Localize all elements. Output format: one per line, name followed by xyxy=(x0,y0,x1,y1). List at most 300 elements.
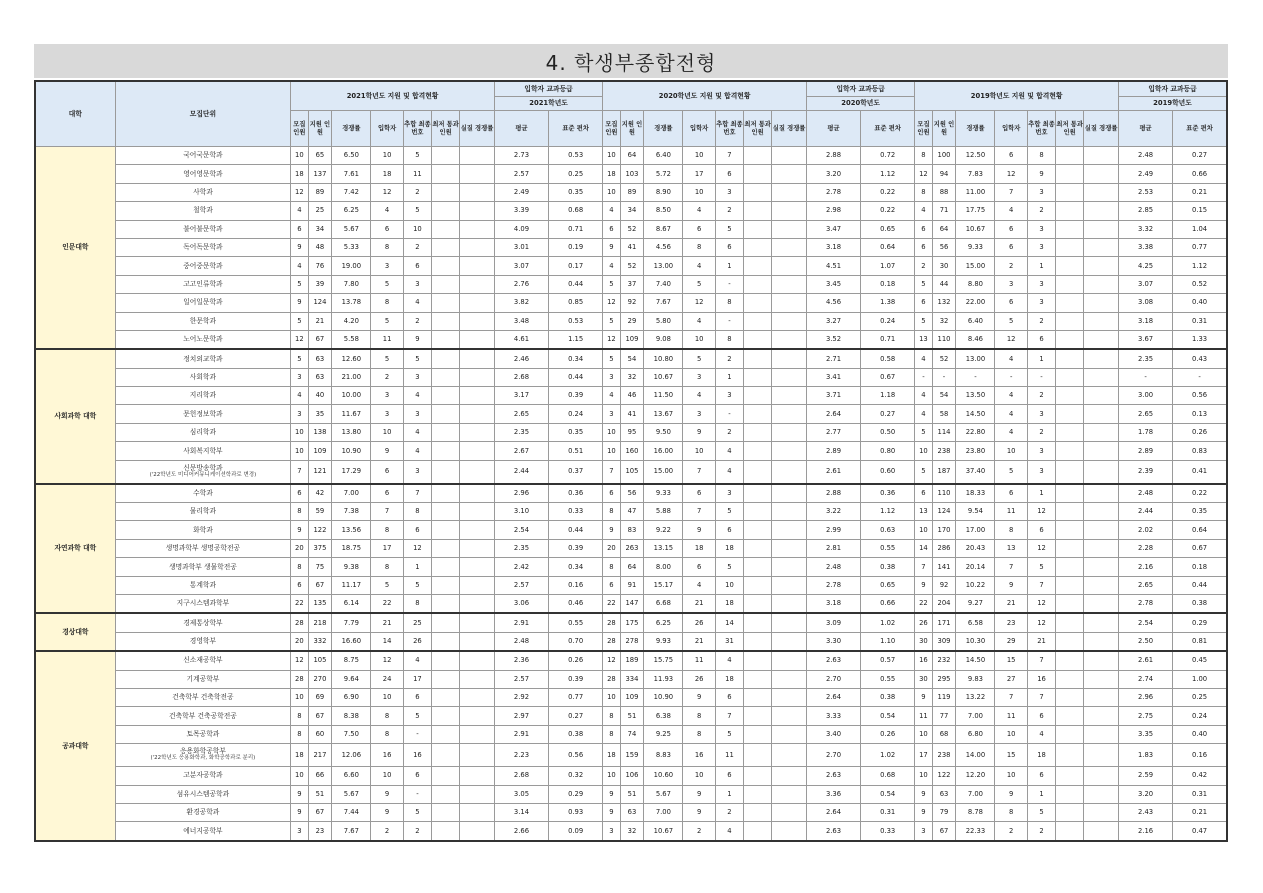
value-cell: 10 xyxy=(915,767,932,785)
value-cell: 10.00 xyxy=(332,387,371,405)
value-cell: 10.67 xyxy=(644,822,683,841)
value-cell xyxy=(1084,558,1119,576)
value-cell: 6 xyxy=(995,238,1028,256)
value-cell: 6 xyxy=(291,576,308,594)
value-cell xyxy=(432,688,460,706)
value-cell: 2.57 xyxy=(494,670,548,688)
value-cell xyxy=(1084,822,1119,841)
value-cell: 16.00 xyxy=(644,442,683,460)
value-cell: 13.50 xyxy=(956,387,995,405)
value-cell: 6 xyxy=(371,220,404,238)
value-cell: 4 xyxy=(291,202,308,220)
value-cell: 9.50 xyxy=(644,423,683,441)
value-cell xyxy=(460,257,495,275)
value-cell: 15.00 xyxy=(956,257,995,275)
value-cell: 3.82 xyxy=(494,294,548,312)
value-cell: 0.15 xyxy=(1173,202,1227,220)
value-cell: 5 xyxy=(915,312,932,330)
value-cell: 6 xyxy=(915,220,932,238)
value-cell xyxy=(1084,744,1119,767)
value-cell: 0.29 xyxy=(549,785,603,803)
unit-name: 고고인류학과 xyxy=(183,280,223,289)
value-cell: 0.26 xyxy=(861,725,915,743)
value-cell: 32 xyxy=(620,368,644,386)
value-cell: 2.65 xyxy=(1118,405,1172,423)
value-cell: 10.60 xyxy=(644,767,683,785)
value-cell xyxy=(744,165,772,183)
value-cell: 3.05 xyxy=(494,785,548,803)
value-cell: 8 xyxy=(291,725,308,743)
value-cell xyxy=(460,330,495,349)
value-cell: 6 xyxy=(715,767,743,785)
value-cell: 2 xyxy=(1027,202,1055,220)
value-cell xyxy=(1056,651,1084,670)
value-cell: 8 xyxy=(371,725,404,743)
value-cell: 10.22 xyxy=(956,576,995,594)
value-cell: 3.10 xyxy=(494,503,548,521)
value-cell: 1.12 xyxy=(861,503,915,521)
value-cell: 2.44 xyxy=(1118,503,1172,521)
value-cell: 9 xyxy=(291,803,308,821)
header-unit: 모집단위 xyxy=(115,81,291,147)
table-row xyxy=(35,594,1227,613)
value-cell: 4 xyxy=(715,460,743,484)
table-row xyxy=(35,442,1227,460)
value-cell xyxy=(1056,744,1084,767)
value-cell: 4 xyxy=(403,442,431,460)
value-cell: 8 xyxy=(715,330,743,349)
value-cell: 5.67 xyxy=(332,220,371,238)
value-cell: 7.80 xyxy=(332,275,371,293)
value-cell: 17.75 xyxy=(956,202,995,220)
value-cell: 0.64 xyxy=(861,238,915,256)
value-cell xyxy=(460,183,495,201)
value-cell: 375 xyxy=(308,539,332,557)
value-cell: 217 xyxy=(308,744,332,767)
value-cell xyxy=(744,368,772,386)
header-2020: 2020학년도 지원 및 합격현황 xyxy=(603,81,807,111)
value-cell: 8 xyxy=(371,707,404,725)
value-cell: 79 xyxy=(932,803,956,821)
value-cell: 10 xyxy=(603,767,620,785)
value-cell: 10 xyxy=(603,147,620,165)
value-cell: 7 xyxy=(915,558,932,576)
value-cell: 10 xyxy=(683,767,716,785)
value-cell: 2.61 xyxy=(806,460,860,484)
unit-name: 한문학과 xyxy=(189,316,217,325)
value-cell: 9 xyxy=(683,423,716,441)
value-cell: 26 xyxy=(915,613,932,632)
value-cell: 76 xyxy=(308,257,332,275)
value-cell: 18 xyxy=(1027,744,1055,767)
value-cell: 5 xyxy=(715,220,743,238)
value-cell: 5.33 xyxy=(332,238,371,256)
value-cell: 42 xyxy=(308,484,332,503)
value-cell: 66 xyxy=(308,767,332,785)
value-cell: 64 xyxy=(932,220,956,238)
value-cell xyxy=(460,558,495,576)
value-cell: 6 xyxy=(403,767,431,785)
unit-note: ('22학년도 미디어커뮤니케이션학과로 변경) xyxy=(149,471,257,478)
value-cell: 0.71 xyxy=(549,220,603,238)
value-cell: 9.33 xyxy=(956,238,995,256)
value-cell: 6 xyxy=(1027,767,1055,785)
unit-cell xyxy=(115,257,291,275)
unit-name: 건축학부 건축공학전공 xyxy=(169,711,237,720)
value-cell: 51 xyxy=(620,707,644,725)
value-cell: 4 xyxy=(1027,725,1055,743)
value-cell: 24 xyxy=(371,670,404,688)
unit-cell xyxy=(115,238,291,256)
value-cell: 2.70 xyxy=(806,744,860,767)
value-cell: 4 xyxy=(915,387,932,405)
value-cell: 2.02 xyxy=(1118,521,1172,539)
value-cell: 3 xyxy=(403,368,431,386)
value-cell xyxy=(744,423,772,441)
value-cell: 0.58 xyxy=(861,349,915,368)
value-cell: 28 xyxy=(291,670,308,688)
value-cell: 9 xyxy=(371,803,404,821)
value-cell: 2.74 xyxy=(1118,670,1172,688)
header-grade-year-2019: 2019학년도 xyxy=(1118,97,1227,111)
value-cell xyxy=(1056,725,1084,743)
value-cell xyxy=(460,368,495,386)
value-cell: 29 xyxy=(995,632,1028,651)
unit-cell xyxy=(115,330,291,349)
value-cell: 8 xyxy=(995,803,1028,821)
value-cell: 2.16 xyxy=(1118,822,1172,841)
value-cell: 3.08 xyxy=(1118,294,1172,312)
value-cell xyxy=(432,785,460,803)
unit-name: 고분자공학과 xyxy=(183,771,223,780)
value-cell: 16.60 xyxy=(332,632,371,651)
value-cell: 3.06 xyxy=(494,594,548,613)
value-cell: 2.66 xyxy=(494,822,548,841)
unit-name: 에너지공학부 xyxy=(183,826,223,835)
value-cell xyxy=(1084,594,1119,613)
value-cell: 5 xyxy=(1027,803,1055,821)
subheader-sd: 표준 편차 xyxy=(549,111,603,147)
value-cell: 10 xyxy=(915,725,932,743)
value-cell: 2.54 xyxy=(1118,613,1172,632)
value-cell: 5 xyxy=(291,275,308,293)
value-cell: 18 xyxy=(683,539,716,557)
value-cell xyxy=(432,405,460,423)
value-cell: 12 xyxy=(683,294,716,312)
value-cell: 10 xyxy=(371,423,404,441)
value-cell xyxy=(772,707,807,725)
value-cell: 18.75 xyxy=(332,539,371,557)
value-cell: 238 xyxy=(932,442,956,460)
value-cell xyxy=(460,405,495,423)
value-cell: 0.26 xyxy=(1173,423,1227,441)
value-cell xyxy=(744,707,772,725)
value-cell: 0.43 xyxy=(1173,349,1227,368)
value-cell: 1.12 xyxy=(861,165,915,183)
value-cell: 88 xyxy=(932,183,956,201)
value-cell: 8 xyxy=(683,707,716,725)
value-cell: 2.75 xyxy=(1118,707,1172,725)
unit-cell xyxy=(115,405,291,423)
value-cell: 28 xyxy=(603,670,620,688)
value-cell: 44 xyxy=(932,275,956,293)
unit-name: 통계학과 xyxy=(189,580,217,589)
value-cell xyxy=(432,165,460,183)
value-cell: 5 xyxy=(995,460,1028,484)
value-cell: 175 xyxy=(620,613,644,632)
value-cell: 6 xyxy=(995,220,1028,238)
unit-name: 국어국문학과 xyxy=(183,151,223,160)
value-cell: 13.80 xyxy=(332,423,371,441)
value-cell: 37 xyxy=(620,275,644,293)
unit-cell xyxy=(115,632,291,651)
value-cell: 9 xyxy=(915,688,932,706)
value-cell: 232 xyxy=(932,651,956,670)
value-cell: 6 xyxy=(403,688,431,706)
value-cell: 3 xyxy=(371,405,404,423)
value-cell xyxy=(460,670,495,688)
value-cell: 105 xyxy=(620,460,644,484)
value-cell: 6 xyxy=(291,484,308,503)
value-cell: 51 xyxy=(308,785,332,803)
value-cell xyxy=(772,688,807,706)
value-cell xyxy=(772,822,807,841)
value-cell: 4 xyxy=(915,405,932,423)
value-cell xyxy=(772,349,807,368)
value-cell: 9 xyxy=(995,785,1028,803)
value-cell: 16 xyxy=(371,744,404,767)
value-cell xyxy=(460,785,495,803)
value-cell: 3.45 xyxy=(806,275,860,293)
value-cell: 18.33 xyxy=(956,484,995,503)
value-cell: 147 xyxy=(620,594,644,613)
value-cell xyxy=(460,238,495,256)
value-cell: 8 xyxy=(371,294,404,312)
value-cell xyxy=(460,688,495,706)
value-cell: 48 xyxy=(308,238,332,256)
value-cell xyxy=(1084,165,1119,183)
subheader-real: 실질 경쟁률 xyxy=(772,111,807,147)
value-cell: 5 xyxy=(995,312,1028,330)
value-cell: 100 xyxy=(932,147,956,165)
value-cell: 0.38 xyxy=(549,725,603,743)
table-row xyxy=(35,767,1227,785)
value-cell: 332 xyxy=(308,632,332,651)
subheader-sd: 표준 편차 xyxy=(861,111,915,147)
value-cell: 10.90 xyxy=(332,442,371,460)
value-cell: 2 xyxy=(715,349,743,368)
value-cell: 3.39 xyxy=(494,202,548,220)
value-cell: 7.38 xyxy=(332,503,371,521)
value-cell: 2.85 xyxy=(1118,202,1172,220)
value-cell xyxy=(1084,387,1119,405)
value-cell: 13 xyxy=(915,503,932,521)
value-cell xyxy=(772,767,807,785)
table-row xyxy=(35,368,1227,386)
unit-cell xyxy=(115,423,291,441)
value-cell: 7 xyxy=(683,503,716,521)
value-cell: 9 xyxy=(915,576,932,594)
value-cell: 63 xyxy=(620,803,644,821)
value-cell: 0.44 xyxy=(549,275,603,293)
value-cell xyxy=(432,257,460,275)
value-cell: 22.00 xyxy=(956,294,995,312)
value-cell: 278 xyxy=(620,632,644,651)
value-cell: 2.73 xyxy=(494,147,548,165)
value-cell: 89 xyxy=(308,183,332,201)
value-cell: 9 xyxy=(371,442,404,460)
value-cell: 160 xyxy=(620,442,644,460)
value-cell: 10 xyxy=(995,442,1028,460)
value-cell xyxy=(772,503,807,521)
value-cell: 2 xyxy=(715,803,743,821)
value-cell: 3.30 xyxy=(806,632,860,651)
value-cell: 124 xyxy=(932,503,956,521)
unit-name: 건축학부 건축학전공 xyxy=(172,693,234,702)
value-cell: 0.22 xyxy=(1173,484,1227,503)
value-cell: 22 xyxy=(603,594,620,613)
value-cell: 7 xyxy=(1027,688,1055,706)
value-cell: 69 xyxy=(308,688,332,706)
value-cell: 27 xyxy=(995,670,1028,688)
value-cell: 0.31 xyxy=(1173,785,1227,803)
value-cell: 11 xyxy=(715,744,743,767)
value-cell: 4 xyxy=(995,405,1028,423)
value-cell xyxy=(432,503,460,521)
value-cell: 7 xyxy=(995,183,1028,201)
value-cell: 0.09 xyxy=(549,822,603,841)
value-cell: 5 xyxy=(915,275,932,293)
value-cell: 0.27 xyxy=(1173,147,1227,165)
value-cell: 18 xyxy=(603,165,620,183)
value-cell: 58 xyxy=(932,405,956,423)
value-cell: 3.71 xyxy=(806,387,860,405)
value-cell: 135 xyxy=(308,594,332,613)
value-cell: 6.90 xyxy=(332,688,371,706)
value-cell: 0.27 xyxy=(549,707,603,725)
value-cell xyxy=(744,330,772,349)
value-cell: 1.18 xyxy=(861,387,915,405)
value-cell: 3 xyxy=(1027,183,1055,201)
header-grade-year-2020: 2020학년도 xyxy=(806,97,914,111)
value-cell: 3.20 xyxy=(1118,785,1172,803)
value-cell: 3.09 xyxy=(806,613,860,632)
value-cell xyxy=(744,275,772,293)
value-cell: 0.40 xyxy=(1173,294,1227,312)
value-cell: 20.43 xyxy=(956,539,995,557)
value-cell: 30 xyxy=(915,632,932,651)
value-cell xyxy=(460,220,495,238)
value-cell: 2.67 xyxy=(494,442,548,460)
value-cell xyxy=(460,521,495,539)
unit-name: 문헌정보학과 xyxy=(183,409,223,418)
table-row xyxy=(35,460,1227,484)
value-cell xyxy=(1056,767,1084,785)
value-cell: - xyxy=(715,275,743,293)
value-cell: 10 xyxy=(371,767,404,785)
value-cell: 5 xyxy=(371,576,404,594)
value-cell: 3 xyxy=(1027,220,1055,238)
value-cell: 28 xyxy=(603,613,620,632)
value-cell: 0.33 xyxy=(861,822,915,841)
value-cell: 14.00 xyxy=(956,744,995,767)
value-cell: 3 xyxy=(1027,275,1055,293)
value-cell: 21 xyxy=(1027,632,1055,651)
value-cell: 3.33 xyxy=(806,707,860,725)
value-cell: 20 xyxy=(291,632,308,651)
value-cell: 17 xyxy=(915,744,932,767)
table-row xyxy=(35,707,1227,725)
value-cell: 9.25 xyxy=(644,725,683,743)
value-cell: 2 xyxy=(1027,387,1055,405)
value-cell: 12 xyxy=(603,294,620,312)
subheader-avg: 평균 xyxy=(806,111,860,147)
value-cell: 22.80 xyxy=(956,423,995,441)
value-cell xyxy=(772,312,807,330)
value-cell: 9.54 xyxy=(956,503,995,521)
value-cell: 8 xyxy=(603,503,620,521)
value-cell: 9 xyxy=(683,785,716,803)
value-cell: 0.80 xyxy=(861,442,915,460)
value-cell: 8 xyxy=(603,725,620,743)
value-cell xyxy=(772,423,807,441)
college-cell: 자연과학 대학 xyxy=(35,484,115,614)
value-cell: 1 xyxy=(1027,257,1055,275)
value-cell xyxy=(744,744,772,767)
value-cell: 0.16 xyxy=(1173,744,1227,767)
value-cell: 14 xyxy=(915,539,932,557)
value-cell: 1 xyxy=(715,785,743,803)
subheader-supp: 추합 최종 번호 xyxy=(1027,111,1055,147)
value-cell: 0.34 xyxy=(549,558,603,576)
value-cell: 16 xyxy=(1027,670,1055,688)
value-cell: 92 xyxy=(620,294,644,312)
unit-cell xyxy=(115,594,291,613)
table-body xyxy=(35,147,1227,841)
value-cell: 13 xyxy=(995,539,1028,557)
value-cell: 9 xyxy=(1027,165,1055,183)
value-cell: 5 xyxy=(603,349,620,368)
value-cell: 137 xyxy=(308,165,332,183)
value-cell: 8.67 xyxy=(644,220,683,238)
value-cell: 0.13 xyxy=(1173,405,1227,423)
value-cell xyxy=(744,387,772,405)
value-cell: 3 xyxy=(403,405,431,423)
value-cell: 9 xyxy=(291,294,308,312)
subheader-quota: 모집 인원 xyxy=(915,111,932,147)
value-cell: 9.33 xyxy=(644,484,683,503)
value-cell: 5 xyxy=(715,725,743,743)
value-cell: 5 xyxy=(371,349,404,368)
value-cell xyxy=(744,539,772,557)
unit-cell xyxy=(115,744,291,767)
value-cell: 4 xyxy=(915,349,932,368)
value-cell: 0.34 xyxy=(549,349,603,368)
value-cell xyxy=(1056,632,1084,651)
value-cell: 13.15 xyxy=(644,539,683,557)
header-grade-2019: 입학자 교과등급 xyxy=(1118,81,1227,97)
value-cell: 3 xyxy=(291,822,308,841)
value-cell: 0.39 xyxy=(549,387,603,405)
unit-name: 철학과 xyxy=(193,206,213,215)
value-cell: 9 xyxy=(603,803,620,821)
value-cell: 5 xyxy=(403,349,431,368)
value-cell: 171 xyxy=(932,613,956,632)
value-cell: 4 xyxy=(371,202,404,220)
value-cell xyxy=(460,725,495,743)
value-cell xyxy=(460,275,495,293)
value-cell: 2.65 xyxy=(1118,576,1172,594)
